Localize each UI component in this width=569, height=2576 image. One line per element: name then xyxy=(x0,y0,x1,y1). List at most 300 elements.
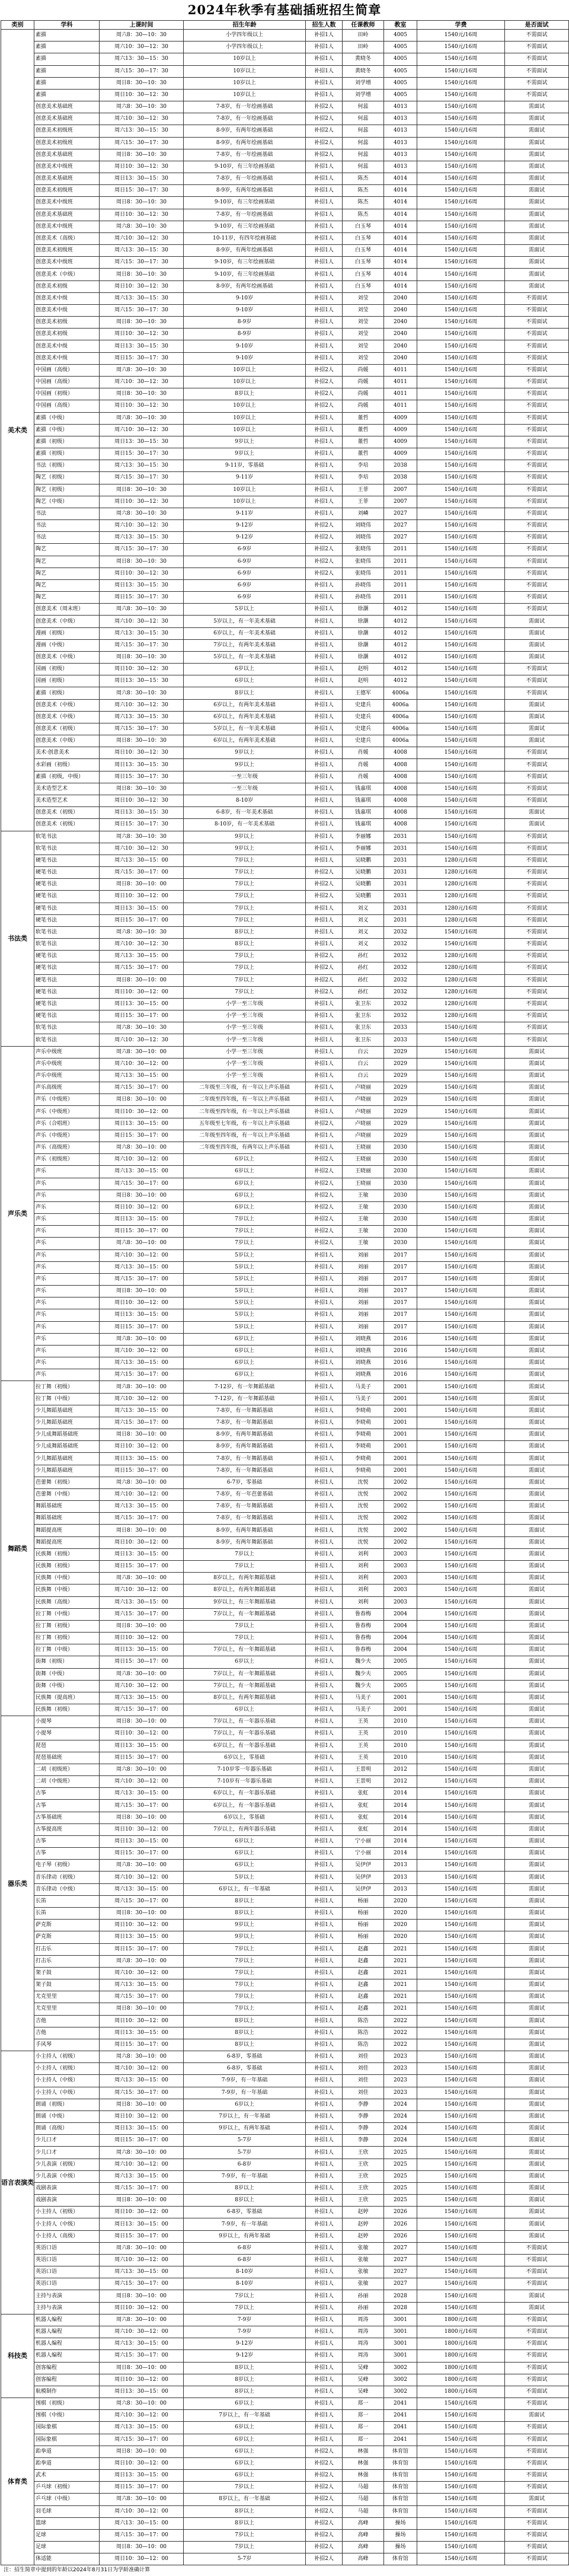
quota-cell: 补招1人 xyxy=(306,1872,343,1883)
teacher-cell: 刘利 xyxy=(343,1548,384,1560)
age-cell: 9-10岁 xyxy=(184,292,306,304)
quota-cell: 补招1人 xyxy=(306,795,343,807)
table-row xyxy=(1,1704,569,1716)
quota-cell: 补招1人 xyxy=(306,1788,343,1800)
table-row xyxy=(1,651,569,663)
teacher-cell: 钱嘉琪 xyxy=(343,783,384,795)
age-cell: 二年级至四年级，有一年以上声乐基础 xyxy=(184,1106,306,1118)
teacher-cell: 郑一 xyxy=(343,2422,384,2434)
table-row xyxy=(1,257,569,269)
time-cell: 周日8：30—10：00 xyxy=(100,1907,184,1919)
quota-cell: 补招1人 xyxy=(306,2110,343,2122)
age-cell: 7岁以上，有两年美术基础 xyxy=(184,639,306,651)
table-row xyxy=(1,2314,569,2326)
teacher-cell: 王敏 xyxy=(343,1214,384,1226)
tuition-cell: 1540元/16周 xyxy=(417,520,505,532)
subject-cell: 拉丁舞（初级） xyxy=(34,1620,100,1632)
subject-cell: 素描（中级） xyxy=(34,424,100,436)
age-cell: 9-10岁，有三年绘画基础 xyxy=(184,257,306,269)
tuition-cell: 1280元/16周 xyxy=(417,1010,505,1022)
time-cell: 周日13：30—15：00 xyxy=(100,1931,184,1943)
tuition-cell: 1540元/16周 xyxy=(417,329,505,340)
tuition-cell: 1540元/16周 xyxy=(417,1823,505,1835)
age-cell: 6岁以上 xyxy=(184,1848,306,1860)
room-cell: 2021 xyxy=(384,1991,417,2003)
quota-cell: 补招2人 xyxy=(306,879,343,891)
room-cell: 2001 xyxy=(384,1417,417,1429)
interview-cell: 不需面试 xyxy=(505,436,569,448)
time-cell: 周六15：30—17：00 xyxy=(100,1369,184,1381)
age-cell: 5岁以上 xyxy=(184,1273,306,1285)
quota-cell: 补招1人 xyxy=(306,2386,343,2398)
quota-cell: 补招1人 xyxy=(306,747,343,759)
subject-cell: 声乐 xyxy=(34,1190,100,1201)
quota-cell: 补招1人 xyxy=(306,2326,343,2338)
table-row xyxy=(1,2505,569,2517)
interview-cell: 需面试 xyxy=(505,197,569,209)
table-row xyxy=(1,879,569,891)
quota-cell: 补招2人 xyxy=(306,364,343,376)
room-cell: 4012 xyxy=(384,675,417,687)
header-tuition: 学费 xyxy=(417,21,505,30)
interview-cell: 需面试 xyxy=(505,1931,569,1943)
teacher-cell: 尚媛 xyxy=(343,400,384,412)
table-row xyxy=(1,1333,569,1345)
table-row xyxy=(1,1261,569,1273)
tuition-cell: 1540元/16周 xyxy=(417,1764,505,1775)
room-cell: 2016 xyxy=(384,1333,417,1345)
tuition-cell: 1540元/16周 xyxy=(417,2434,505,2446)
age-cell: 8岁以上 xyxy=(184,1907,306,1919)
table-row xyxy=(1,2553,569,2565)
quota-cell: 补招2人 xyxy=(306,400,343,412)
table-row xyxy=(1,2266,569,2278)
interview-cell: 不需面试 xyxy=(505,2457,569,2469)
teacher-cell: 魏少夫 xyxy=(343,1680,384,1692)
room-cell: 2027 xyxy=(384,508,417,519)
interview-cell: 需面试 xyxy=(505,1477,569,1488)
table-row xyxy=(1,2063,569,2075)
room-cell: 2001 xyxy=(384,1704,417,1716)
tuition-cell: 1540元/16周 xyxy=(417,280,505,292)
room-cell: 4014 xyxy=(384,232,417,244)
tuition-cell: 1540元/16周 xyxy=(417,1536,505,1548)
tuition-cell: 1540元/16周 xyxy=(417,783,505,795)
tuition-cell: 1540元/16周 xyxy=(417,232,505,244)
interview-cell: 需面试 xyxy=(505,1201,569,1213)
subject-cell: 素描 xyxy=(34,89,100,101)
teacher-cell: 林强 xyxy=(343,2446,384,2457)
teacher-cell: 孙丽 xyxy=(343,2302,384,2314)
age-cell: 6-8岁，零基础 xyxy=(184,2207,306,2218)
teacher-cell: 魏少夫 xyxy=(343,1656,384,1668)
subject-cell: 声乐 xyxy=(34,1345,100,1357)
category-cell: 美术类 xyxy=(1,30,34,831)
time-cell: 周日13：30—15：30 xyxy=(100,340,184,352)
interview-cell: 不需面试 xyxy=(505,2266,569,2278)
subject-cell: 古筝 xyxy=(34,1835,100,1847)
table-row xyxy=(1,137,569,149)
age-cell: 7-9岁 xyxy=(184,2314,306,2326)
interview-cell: 需面试 xyxy=(505,1309,569,1321)
teacher-cell: 孙红 xyxy=(343,951,384,962)
subject-cell: 机器人编程 xyxy=(34,2350,100,2362)
room-cell: 2040 xyxy=(384,340,417,352)
teacher-cell: 刘佳 xyxy=(343,2075,384,2087)
table-row xyxy=(1,1058,569,1070)
tuition-cell: 1540元/16周 xyxy=(417,149,505,161)
age-cell: 7岁以上 xyxy=(184,1214,306,1226)
table-row xyxy=(1,962,569,974)
subject-cell: 音乐律动（初级） xyxy=(34,1872,100,1883)
quota-cell: 补招1人 xyxy=(306,723,343,735)
quota-cell: 补招1人 xyxy=(306,1429,343,1441)
room-cell: 4006a xyxy=(384,735,417,747)
quota-cell: 补招1人 xyxy=(306,1070,343,1082)
quota-cell: 补招2人 xyxy=(306,1226,343,1238)
subject-cell: 二胡（中级班） xyxy=(34,1776,100,1788)
interview-cell: 需面试 xyxy=(505,1800,569,1812)
table-row xyxy=(1,209,569,221)
interview-cell: 需面试 xyxy=(505,1967,569,1979)
room-cell: 2040 xyxy=(384,329,417,340)
quota-cell: 补招1人 xyxy=(306,1764,343,1775)
tuition-cell: 1540元/16周 xyxy=(417,2135,505,2147)
teacher-cell: 张虹 xyxy=(343,1823,384,1835)
teacher-cell: 孙红 xyxy=(343,974,384,986)
interview-cell: 不需面试 xyxy=(505,2254,569,2266)
room-cell: 2029 xyxy=(384,1094,417,1106)
room-cell: 2021 xyxy=(384,1943,417,1955)
time-cell: 周日8：30—10：00 xyxy=(100,1429,184,1441)
time-cell: 周六15：30—17：30 xyxy=(100,304,184,316)
quota-cell: 补招2人 xyxy=(306,556,343,568)
time-cell: 周日10：30—12：00 xyxy=(100,1106,184,1118)
age-cell: 7岁以上 xyxy=(184,986,306,998)
room-cell: 4014 xyxy=(384,257,417,269)
tuition-cell: 1540元/16周 xyxy=(417,2482,505,2494)
subject-cell: 创意美术中级 xyxy=(34,304,100,316)
tuition-cell: 1540元/16周 xyxy=(417,1692,505,1704)
tuition-cell: 1540元/16周 xyxy=(417,2457,505,2469)
quota-cell: 补招2人 xyxy=(306,388,343,400)
table-row xyxy=(1,1501,569,1513)
room-cell: 2032 xyxy=(384,962,417,974)
tuition-cell: 1540元/16周 xyxy=(417,364,505,376)
time-cell: 周六13：30—15：30 xyxy=(100,532,184,544)
quota-cell: 补招2人 xyxy=(306,2542,343,2553)
table-row xyxy=(1,173,569,185)
teacher-cell: 何蕊 xyxy=(343,113,384,125)
interview-cell: 需面试 xyxy=(505,1704,569,1716)
age-cell: 5岁以上 xyxy=(184,604,306,616)
teacher-cell: 刘晓燕 xyxy=(343,1333,384,1345)
room-cell: 2029 xyxy=(384,1046,417,1058)
age-cell: 8-9岁，有两年舞蹈基础 xyxy=(184,1525,306,1536)
room-cell: 2023 xyxy=(384,2051,417,2063)
time-cell: 周日13：30—15：00 xyxy=(100,1309,184,1321)
subject-cell: 创客编程 xyxy=(34,2374,100,2386)
age-cell: 8-9岁，有两年舞蹈基础 xyxy=(184,1441,306,1453)
subject-cell: 少儿舞蹈基础班 xyxy=(34,1453,100,1465)
subject-cell: 少儿舞蹈基础班 xyxy=(34,1465,100,1477)
teacher-cell: 刘佳 xyxy=(343,2051,384,2063)
subject-cell: 创意美术（中级） xyxy=(34,616,100,627)
quota-cell: 补招1人 xyxy=(306,831,343,843)
room-cell: 2007 xyxy=(384,484,417,496)
subject-cell: 主持与表演 xyxy=(34,2290,100,2302)
teacher-cell: 陈浩 xyxy=(343,2039,384,2051)
interview-cell: 需面试 xyxy=(505,161,569,173)
quota-cell: 补招1人 xyxy=(306,436,343,448)
room-cell: 4006a xyxy=(384,699,417,711)
tuition-cell: 1540元/16周 xyxy=(417,77,505,89)
quota-cell: 补招1人 xyxy=(306,1297,343,1309)
teacher-cell: 刘莹 xyxy=(343,352,384,364)
interview-cell: 需面试 xyxy=(505,2015,569,2027)
age-cell: 7岁以上 xyxy=(184,962,306,974)
subject-cell: 美术·创意美术 xyxy=(34,747,100,759)
table-row xyxy=(1,1513,569,1525)
subject-cell: 硬笔书法 xyxy=(34,879,100,891)
teacher-cell: 徐灏 xyxy=(343,639,384,651)
tuition-cell: 1540元/16周 xyxy=(417,2242,505,2254)
teacher-cell: 刘学增 xyxy=(343,77,384,89)
teacher-cell: 张敏 xyxy=(343,2242,384,2254)
time-cell: 周日15：30—17：00 xyxy=(100,1848,184,1860)
age-cell: 二年级至四年级，有两年以上声乐基础 xyxy=(184,1142,306,1153)
header-quota: 招生人数 xyxy=(306,21,343,30)
quota-cell: 补招1人 xyxy=(306,1585,343,1596)
interview-cell: 不需面试 xyxy=(505,783,569,795)
teacher-cell: 王敏 xyxy=(343,1226,384,1238)
subject-cell: 书法（初级） xyxy=(34,460,100,472)
tuition-cell: 1540元/16周 xyxy=(417,2195,505,2207)
table-row xyxy=(1,723,569,735)
tuition-cell: 1540元/16周 xyxy=(417,1800,505,1812)
tuition-cell: 1540元/16周 xyxy=(417,1309,505,1321)
room-cell: 3002 xyxy=(384,2374,417,2386)
tuition-cell: 1540元/16周 xyxy=(417,1249,505,1261)
room-cell: 2014 xyxy=(384,1800,417,1812)
quota-cell: 补招1人 xyxy=(306,699,343,711)
teacher-cell: 卢晓丽 xyxy=(343,1082,384,1094)
interview-cell: 不需面试 xyxy=(505,891,569,903)
interview-cell: 需面试 xyxy=(505,2147,569,2159)
table-row xyxy=(1,1465,569,1477)
room-cell: 2017 xyxy=(384,1286,417,1297)
tuition-cell: 1540元/16周 xyxy=(417,1477,505,1488)
tuition-cell: 1540元/16周 xyxy=(417,1094,505,1106)
subject-cell: 少儿成舞蹈基础班 xyxy=(34,1429,100,1441)
room-cell: 2032 xyxy=(384,939,417,951)
time-cell: 周日13：30—15：00 xyxy=(100,903,184,914)
table-row xyxy=(1,2207,569,2218)
room-cell: 2001 xyxy=(384,1381,417,1393)
interview-cell: 不需面试 xyxy=(505,89,569,101)
teacher-cell: 刘丽 xyxy=(343,1273,384,1285)
table-row xyxy=(1,1668,569,1680)
time-cell: 周六15：30—17：30 xyxy=(100,723,184,735)
quota-cell: 补招2人 xyxy=(306,376,343,388)
time-cell: 周六8：30—10：00 xyxy=(100,1142,184,1153)
tuition-cell: 1540元/16周 xyxy=(417,2278,505,2290)
tuition-cell: 1540元/16周 xyxy=(417,53,505,65)
subject-cell: 创意美术中级班 xyxy=(34,197,100,209)
quota-cell: 补招1人 xyxy=(306,2434,343,2446)
quota-cell: 补招1人 xyxy=(306,2207,343,2218)
teacher-cell: 张卫东 xyxy=(343,998,384,1010)
table-row xyxy=(1,245,569,257)
table-row xyxy=(1,2398,569,2410)
room-cell: 2038 xyxy=(384,472,417,484)
teacher-cell: 刘利 xyxy=(343,1573,384,1585)
table-row xyxy=(1,2362,569,2374)
teacher-cell: 赵婷 xyxy=(343,2207,384,2218)
teacher-cell: 李静 xyxy=(343,2110,384,2122)
room-cell: 4009 xyxy=(384,436,417,448)
subject-cell: 创意美术（周末班） xyxy=(34,604,100,616)
teacher-cell: 徐灏 xyxy=(343,604,384,616)
subject-cell: 硬笔书法 xyxy=(34,891,100,903)
age-cell: 5岁以上 xyxy=(184,1297,306,1309)
quota-cell: 补招1人 xyxy=(306,173,343,185)
teacher-cell: 马超 xyxy=(343,2494,384,2505)
interview-cell: 需面试 xyxy=(505,819,569,831)
time-cell: 周六8：30—10：30 xyxy=(100,604,184,616)
table-row xyxy=(1,1214,569,1226)
subject-cell: 硬笔书法 xyxy=(34,951,100,962)
subject-cell: 打击乐 xyxy=(34,1943,100,1955)
interview-cell: 需面试 xyxy=(505,1046,569,1058)
table-row xyxy=(1,843,569,855)
tuition-cell: 1540元/16周 xyxy=(417,1525,505,1536)
subject-cell: 架子鼓 xyxy=(34,1967,100,1979)
interview-cell: 不需面试 xyxy=(505,903,569,914)
interview-cell: 需面试 xyxy=(505,1166,569,1178)
tuition-cell: 1540元/16周 xyxy=(417,1668,505,1680)
interview-cell: 不需面试 xyxy=(505,962,569,974)
table-row xyxy=(1,592,569,604)
time-cell: 周日10：30—12：30 xyxy=(100,280,184,292)
time-cell: 周六8：30—10：00 xyxy=(100,1573,184,1585)
age-cell: 7岁以上 xyxy=(184,2542,306,2553)
interview-cell: 需面试 xyxy=(505,1082,569,1094)
age-cell: 6岁以上，有一年器乐基础 xyxy=(184,1740,306,1752)
table-row xyxy=(1,1046,569,1058)
room-cell: 4009 xyxy=(384,448,417,460)
interview-cell: 需面试 xyxy=(505,1608,569,1620)
tuition-cell: 1540元/16周 xyxy=(417,2003,505,2015)
quota-cell: 补招1人 xyxy=(306,424,343,436)
room-cell: 2021 xyxy=(384,1979,417,1991)
quota-cell: 补招2人 xyxy=(306,520,343,532)
subject-cell: 声乐（中级班） xyxy=(34,1130,100,1142)
teacher-cell: 魏少夫 xyxy=(343,1668,384,1680)
subject-cell: 拉丁舞（中级） xyxy=(34,1644,100,1656)
age-cell: 9岁以上，有两年基础 xyxy=(184,2230,306,2242)
teacher-cell: 肖媛 xyxy=(343,759,384,771)
subject-cell: 街舞（初级） xyxy=(34,1656,100,1668)
interview-cell: 需面试 xyxy=(505,137,569,149)
tuition-cell: 1540元/16周 xyxy=(417,1058,505,1070)
room-cell: 2038 xyxy=(384,460,417,472)
teacher-cell: 沈悦 xyxy=(343,1513,384,1525)
subject-cell: 声乐 xyxy=(34,1166,100,1178)
tuition-cell: 1540元/16周 xyxy=(417,1656,505,1668)
teacher-cell: 何蕊 xyxy=(343,161,384,173)
table-row xyxy=(1,340,569,352)
tuition-cell: 1540元/16周 xyxy=(417,747,505,759)
subject-cell: 国际象棋 xyxy=(34,2434,100,2446)
room-cell: 2025 xyxy=(384,2195,417,2207)
subject-cell: 硬笔书法 xyxy=(34,903,100,914)
tuition-cell: 1540元/16周 xyxy=(417,1848,505,1860)
age-cell: 8岁以上 xyxy=(184,2182,306,2194)
age-cell: 7岁以上，有一年器乐基础 xyxy=(184,1716,306,1728)
interview-cell: 不需面试 xyxy=(505,53,569,65)
subject-cell: 吉他 xyxy=(34,2027,100,2039)
subject-cell: 声乐 xyxy=(34,1214,100,1226)
room-cell: 2030 xyxy=(384,1226,417,1238)
time-cell: 周六15：30—17：00 xyxy=(100,1082,184,1094)
interview-cell: 需面试 xyxy=(505,1286,569,1297)
room-cell: 4012 xyxy=(384,664,417,675)
room-cell: 2031 xyxy=(384,855,417,866)
tuition-cell: 1540元/16周 xyxy=(417,400,505,412)
room-cell: 2030 xyxy=(384,1201,417,1213)
table-row xyxy=(1,747,569,759)
subject-cell: 陶艺（初级） xyxy=(34,472,100,484)
age-cell: 6岁以上 xyxy=(184,675,306,687)
time-cell: 周六10：30—12：30 xyxy=(100,376,184,388)
tuition-cell: 1540元/16周 xyxy=(417,1513,505,1525)
interview-cell: 不需面试 xyxy=(505,77,569,89)
interview-cell: 需面试 xyxy=(505,1345,569,1357)
teacher-cell: 赵鑫 xyxy=(343,1955,384,1967)
teacher-cell: 刘利 xyxy=(343,1561,384,1573)
time-cell: 周六15：30—17：30 xyxy=(100,472,184,484)
interview-cell: 不需面试 xyxy=(505,317,569,329)
teacher-cell: 赵明 xyxy=(343,675,384,687)
age-cell: 6岁以上 xyxy=(184,2457,306,2469)
room-cell: 体育馆 xyxy=(384,2446,417,2457)
teacher-cell: 钱嘉琪 xyxy=(343,807,384,819)
interview-cell: 不需面试 xyxy=(505,568,569,579)
time-cell: 周六8：30—10：00 xyxy=(100,1955,184,1967)
teacher-cell: 陈浩 xyxy=(343,2015,384,2027)
table-row xyxy=(1,939,569,951)
tuition-cell: 1540元/16周 xyxy=(417,1812,505,1823)
room-cell: 3002 xyxy=(384,2386,417,2398)
subject-cell: 长笛 xyxy=(34,1895,100,1907)
tuition-cell: 1540元/16周 xyxy=(417,113,505,125)
teacher-cell: 张虹 xyxy=(343,1800,384,1812)
time-cell: 周六15：30—17：00 xyxy=(100,2434,184,2446)
tuition-cell: 1540元/16周 xyxy=(417,592,505,604)
quota-cell: 补招2人 xyxy=(306,962,343,974)
tuition-cell: 1280元/16周 xyxy=(417,951,505,962)
teacher-cell: 马美子 xyxy=(343,1381,384,1393)
quota-cell: 补招1人 xyxy=(306,1931,343,1943)
tuition-cell: 1540元/16周 xyxy=(417,1740,505,1752)
room-cell: 3001 xyxy=(384,2338,417,2350)
table-row xyxy=(1,1249,569,1261)
quota-cell: 补招2人 xyxy=(306,1118,343,1130)
tuition-cell: 1540元/16周 xyxy=(417,2398,505,2410)
tuition-cell: 1540元/16周 xyxy=(417,1633,505,1644)
quota-cell: 补招1人 xyxy=(306,1477,343,1488)
